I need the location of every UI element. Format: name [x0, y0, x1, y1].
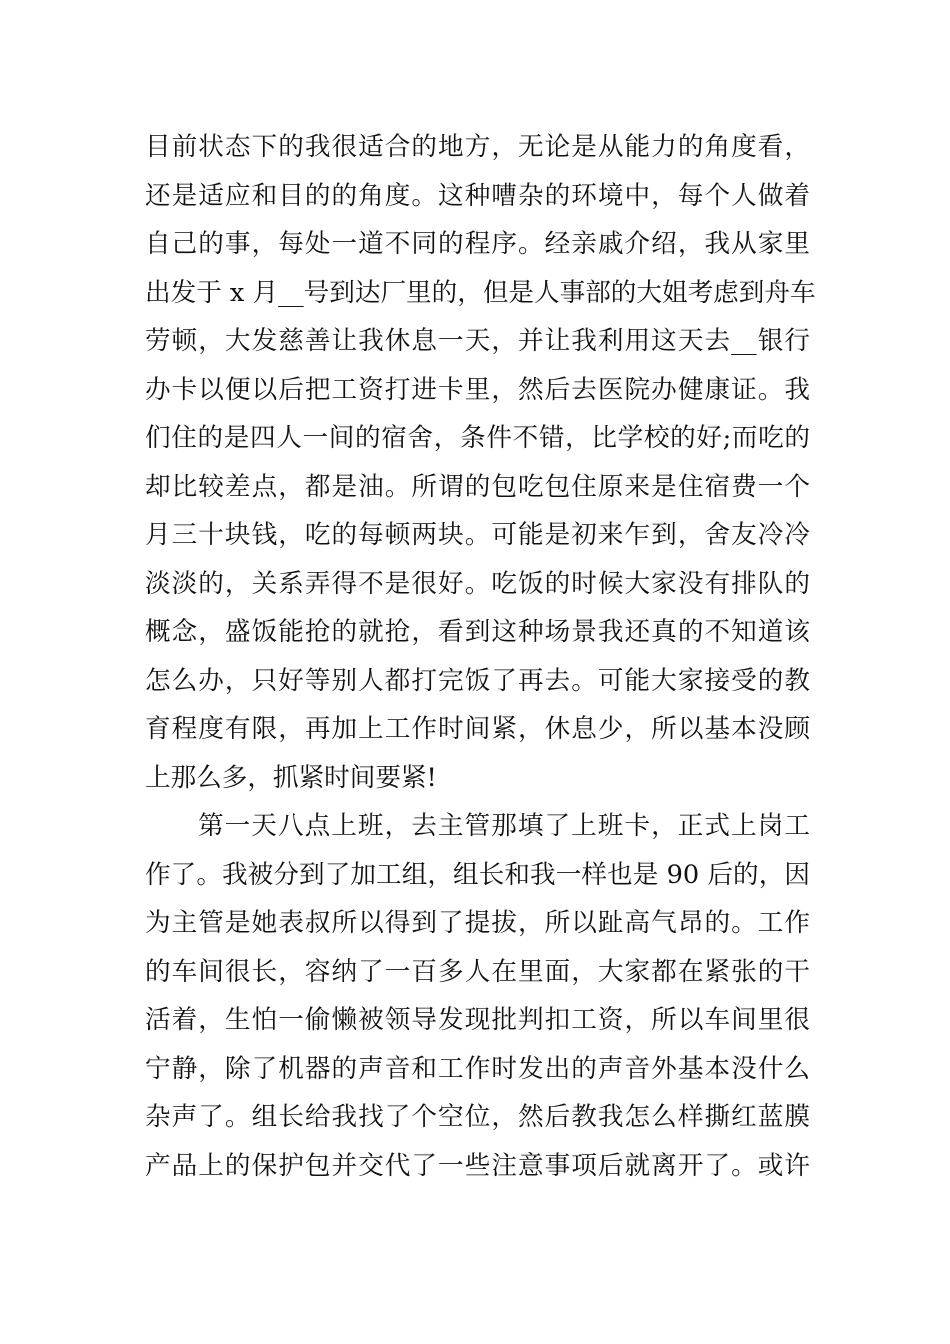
text-line: 还是适应和目的的角度。这种嘈杂的环境中，每个人做着: [145, 180, 810, 211]
text-line: 的车间很长，容纳了一百多人在里面，大家都在紧张的干: [145, 956, 810, 987]
text-line: 劳顿，大发慈善让我休息一天，并让我利用这天去__银行: [145, 326, 810, 356]
text-line: 办卡以便以后把工资打进卡里，然后去医院办健康证。我: [145, 374, 810, 405]
text-line: 自己的事，每处一道不同的程序。经亲戚介绍，我从家里: [145, 229, 810, 259]
text-line: 育程度有限，再加上工作时间紧，休息少，所以基本没顾: [145, 714, 810, 744]
text-line: 月三十块钱，吃的每顿两块。可能是初来乍到，舍友冷冷: [145, 520, 810, 550]
text-line: 怎么办，只好等别人都打完饭了再去。可能大家接受的教: [145, 665, 810, 696]
text-line: 淡淡的，关系弄得不是很好。吃饭的时候大家没有排队的: [145, 568, 810, 599]
text-line: 杂声了。组长给我找了个空位，然后教我怎么样撕红蓝膜: [145, 1102, 810, 1132]
text-line: 产品上的保护包并交代了一些注意事项后就离开了。或许: [145, 1150, 810, 1181]
text-line: 作了。我被分到了加工组，组长和我一样也是 90 后的，因: [145, 859, 810, 890]
text-line: 为主管是她表叔所以得到了提拔，所以趾高气昂的。工作: [145, 908, 810, 938]
text-line: 却比较差点，都是油。所谓的包吃包住原来是住宿费一个: [145, 471, 810, 502]
body-text: [145, 123, 816, 1190]
text-line: 上那么多，抓紧时间要紧!: [145, 762, 437, 793]
text-line: 概念，盛饭能抢的就抢，看到这种场景我还真的不知道该: [145, 617, 810, 647]
text-line: 们住的是四人一间的宿舍，条件不错，比学校的好;而吃的: [145, 423, 810, 453]
text-line: 第一天八点上班，去主管那填了上班卡，正式上岗工: [198, 811, 810, 841]
text-line: 活着，生怕一偷懒被领导发现批判扣工资，所以车间里很: [145, 1005, 810, 1035]
text-line: 目前状态下的我很适合的地方，无论是从能力的角度看，: [145, 132, 810, 162]
text-line: 出发于 x 月__号到达厂里的，但是人事部的大姐考虑到舟车: [145, 277, 816, 308]
text-line: 宁静，除了机器的声音和工作时发出的声音外基本没什么: [145, 1053, 810, 1084]
